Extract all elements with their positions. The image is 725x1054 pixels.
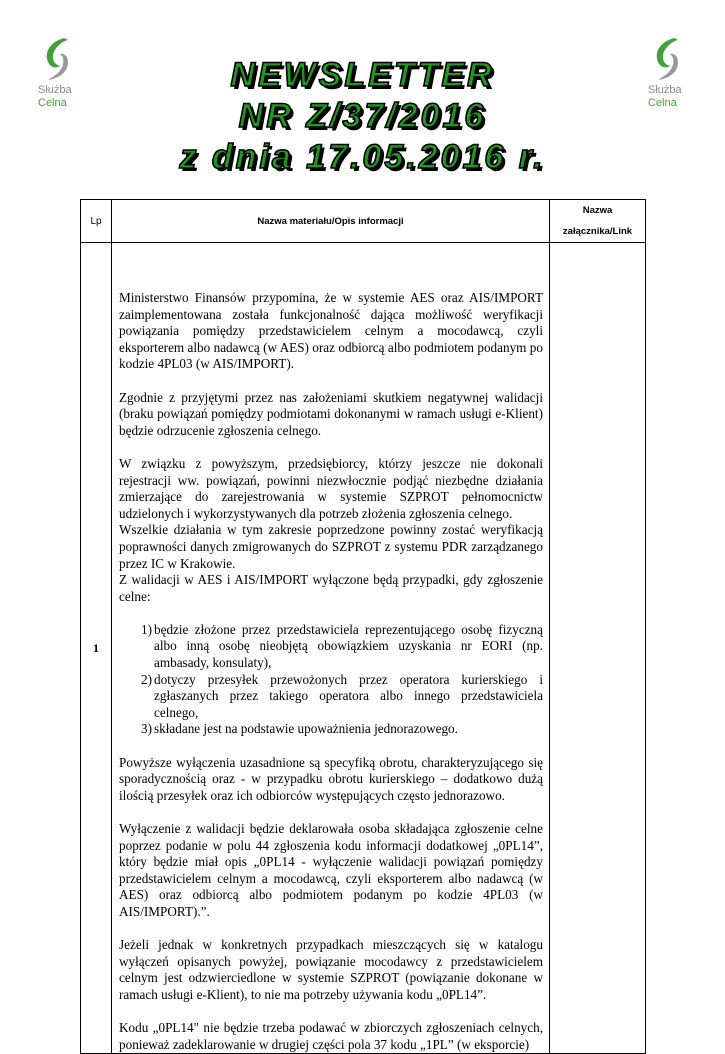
paragraph: Jeżeli jednak w konkretnych przypadkach mieszczących się w katalogu wyłączeń opisanych powyżej, powiązanie mocodawcy z przedstawicielem celnym jest odzwierciedlone w systemie SZPROT (powiązanie dokonane w ramach usługi e-Klient), to nie ma potrzeby używania kodu „0PL14”.	[119, 937, 543, 1002]
list-item-number: 1)	[141, 621, 152, 637]
newsletter-table	[80, 199, 646, 1054]
list-item-text: będzie złożone przez przedstawiciela reprezentującego osobę fizyczną albo inną osobę nieobjętą obowiązkiem uzyskania nr EORI (np. ambasady, konsulaty),	[154, 621, 543, 671]
list-item-number: 3)	[141, 721, 152, 737]
table-row	[81, 243, 646, 1054]
list-item	[141, 622, 543, 672]
header-lp: Lp	[81, 200, 112, 243]
content-text	[119, 290, 543, 1053]
list-item-number: 2)	[141, 671, 152, 687]
logo-text-line2: Celna	[648, 97, 677, 109]
row-number: 1	[81, 243, 112, 1054]
exclusion-list	[119, 622, 543, 738]
paragraph: Wszelkie działania w tym zakresie poprzedzone powinny zostać weryfikacją poprawności danych zmigrowanych do SZPROT z systemu PDR zarządzanego przez IC w Krakowie.	[119, 522, 543, 571]
newsletter-number: NR Z/37/2016	[238, 97, 487, 135]
list-item-text: dotyczy przesyłek przewożonych przez operatora kurierskiego i zgłaszanych przez takiego operatora albo innego przedstawiciela celnego,	[154, 671, 543, 720]
newsletter-title: NEWSLETTER	[230, 56, 495, 94]
paragraph: Kodu „0PL14" nie będzie trzeba podawać w zbiorczych zgłoszeniach celnych, ponieważ zadeklarowanie w drugiej części pola 37 kodu „1PL” (w eksporcie)	[119, 1020, 543, 1052]
header-attachment	[550, 200, 646, 243]
list-item	[141, 672, 543, 722]
logo-text-line2: Celna	[38, 97, 67, 109]
paragraph: Z walidacji w AES i AIS/IMPORT wyłączone będą przypadki, gdy zgłoszenie celne:	[119, 572, 543, 604]
paragraph: Zgodnie z przyjętymi przez nas założeniami skutkiem negatywnej walidacji (braku powiązań pomiędzy podmiotami dokonanymi w ramach usługi e-Klient) będzie odrzucenie zgłoszenia celnego.	[119, 389, 543, 438]
newsletter-date: z dnia 17.05.2016 r.	[179, 138, 546, 176]
row-attachment	[550, 243, 646, 1054]
logo-text-line1: Służba	[38, 84, 72, 96]
header-material: Nazwa materiału/Opis informacji	[112, 200, 550, 243]
logo-text-line1: Służba	[648, 84, 682, 96]
paragraph: Powyższe wyłączenia uzasadnione są specyfiką obrotu, charakteryzującego się sporadycznością oraz - w przypadku obrotu kurierskiego – dodatkowo dużą ilością przesyłek oraz ich odbiorców występujących często jednorazowo.	[119, 754, 543, 803]
paragraph: Wyłączenie z walidacji będzie deklarowała osoba składająca zgłoszenie celne poprzez podanie w polu 44 zgłoszenia kodu informacji dodatkowej „0PL14”, który będzie miał opis „0PL14 - wyłączenie walidacji powiązań pomiędzy przedstawicielem celnym a mocodawcą, czyli eksporterem albo nadawcą (w AES) oraz odbiorcą albo podmiotem podanym po kodzie 4PL03 (w AIS/IMPORT).”.	[119, 821, 543, 919]
paragraph: Ministerstwo Finansów przypomina, że w systemie AES oraz AIS/IMPORT zaimplementowana została funkcjonalność dająca możliwość weryfikacji powiązania pomiędzy przedstawicielem celnym a mocodawcą, czyli eksporterem albo nadawcą (w AES) oraz odbiorcą albo podmiotem podanym po kodzie 4PL03 (w AIS/IMPORT).	[119, 290, 543, 372]
header-attachment-line2: załącznika/Link	[562, 226, 633, 237]
row-content	[112, 243, 550, 1054]
list-item	[141, 721, 543, 738]
table-header-row	[81, 200, 646, 243]
header-attachment-line1: Nazwa	[582, 205, 613, 216]
paragraph: W związku z powyższym, przedsiębiorcy, którzy jeszcze nie dokonali rejestracji ww. powiązań, powinni niezwłocznie podjąć niezbędne działania zmierzające do zarejestrowania w systemie SZPROT pełnomocnictw udzielonych i wykorzystywanych dla potrzeb złożenia zgłoszenia celnego.	[119, 455, 543, 521]
list-item-text: składane jest na podstawie upoważnienia jednorazowego.	[154, 721, 458, 737]
